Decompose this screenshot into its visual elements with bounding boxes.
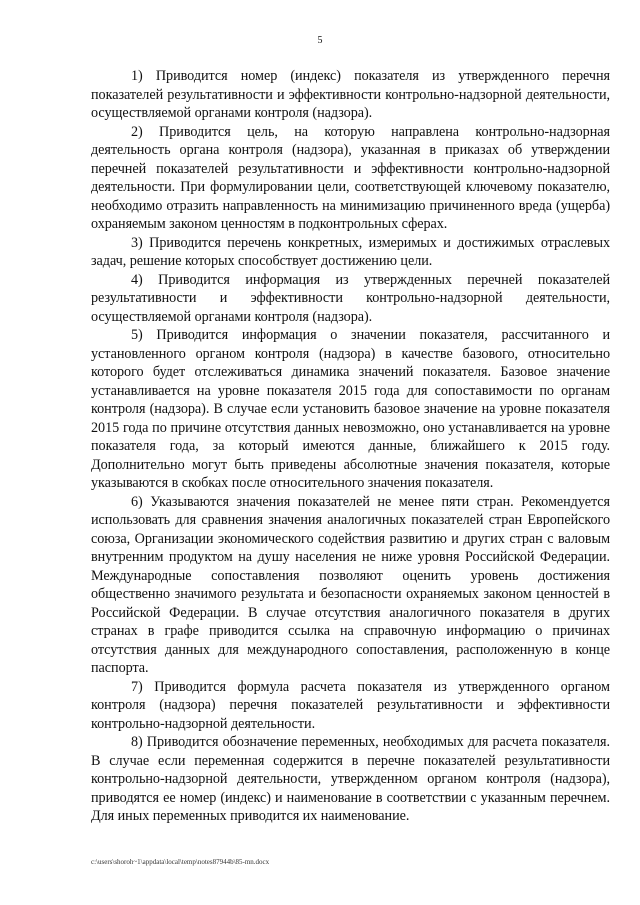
document-body — [91, 67, 610, 826]
paragraph-note-8: 8) Приводится обозначение переменных, необходимых для расчета показателя. В случае если переменная содержится в перечне показателей результативности контрольно-надзорной деятельности, утвержденном органом контроля (надзора), приводятся ее номер (индекс) и наименование в соответствии с указанным перечнем. Для иных переменных приводится их наименование. — [91, 734, 610, 824]
paragraph-note-1: 1) Приводится номер (индекс) показателя из утвержденного перечня показателей результативности и эффективности контрольно-надзорной деятельности, осуществляемой органами контроля (надзора). — [91, 68, 610, 121]
paragraph-note-7: 7) Приводится формула расчета показателя из утвержденного органом контроля (надзора) перечня показателей результативности и эффективности контрольно-надзорной деятельности. — [91, 678, 610, 732]
paragraph-note-3: 3) Приводится перечень конкретных, измеримых и достижимых отраслевых задач, решение которых способствует достижению цели. — [91, 234, 610, 269]
paragraph-note-6: 6) Указываются значения показателей не менее пяти стран. Рекомендуется использовать для сравнения значения аналогичных показателей стран Европейского союза, Организации экономического содействия развитию и других стран с валовым внутренним продуктом на душу населения не ниже уровня Российской Федерации. Международные сопоставления позволяют оценить уровень достижения общественно значимого результата и безопасности охраняемых законом ценностей в Российской Федерации. В случае отсутствия аналогичного показателя в других странах в графе приводится ссылка на справочную информацию о причинах отсутствия данных для международного сопоставления, расположенную в конце паспорта. — [91, 493, 610, 676]
paragraph-note-2: 2) Приводится цель, на которую направлена контрольно-надзорная деятельность органа контроля (надзора), указанная в приказах об утверждении перечней показателей результативности и эффективности контрольно-надзорной деятельности. При формулировании цели, соответствующей ключевому показателю, необходимо отразить направленность на минимизацию причиненного вреда (ущерба) охраняемым законом ценностям в подконтрольных сферах. — [91, 123, 610, 232]
footer-file-path: c:\users\shoroh~1\appdata\local\temp\notes87944b\85-mn.docx — [91, 858, 270, 866]
paragraph-note-5: 5) Приводится информация о значении показателя, рассчитанного и установленного органом контроля (надзора) в качестве базового, относительно которого будет отслеживаться динамика значений показателя. Базовое значение устанавливается на уровне показателя 2015 года для сопоставимости по органам контроля (надзора). В случае если установить базовое значение на уровне показателя 2015 года по причине отсутствия данных невозможно, оно устанавливается на уровне показателя года, за который имеются данные, ближайшего к 2015 году. Дополнительно могут быть приведены абсолютные значения показателя, которые указываются в скобках после относительного значения показателя. — [91, 327, 610, 491]
paragraph-note-4: 4) Приводится информация из утвержденных перечней показателей результативности и эффективности контрольно-надзорной деятельности, осуществляемой органами контроля (надзора). — [91, 271, 610, 325]
page-number: 5 — [317, 35, 323, 46]
